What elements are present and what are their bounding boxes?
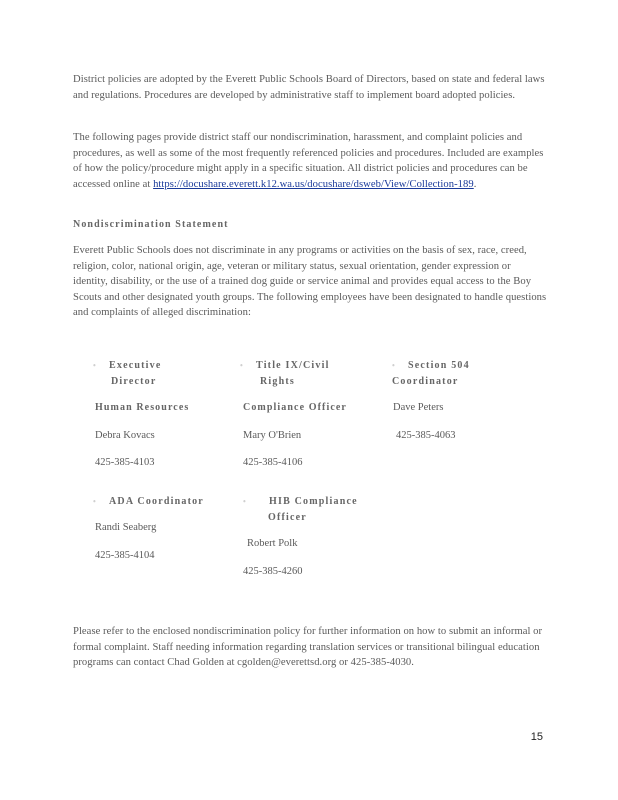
- contact-ada: [93, 494, 204, 510]
- contact-title: ADA Coordinator: [109, 496, 204, 507]
- page-number: 15: [530, 731, 543, 743]
- contact-phone: 425-385-4104: [95, 550, 155, 561]
- bullet-icon: •: [93, 497, 98, 506]
- contact-title-line2: Coordinator: [392, 375, 459, 387]
- contact-title-ix: [240, 358, 330, 389]
- contact-title-line2: Officer: [268, 511, 307, 523]
- contact-dept: Human Resources: [95, 402, 190, 413]
- contact-title: Title IX/Civil: [256, 360, 330, 371]
- contact-phone: 425-385-4063: [396, 430, 456, 441]
- contact-executive-director: [93, 358, 161, 389]
- nondiscrimination-statement: Everett Public Schools does not discriminate in any programs or activities on the basis of sex, race, creed, religion, color, national origin, age, veteran or military status, sexual orientation, gender expression or identity, disability, or the use of a trained dog guide or service animal and provides equal access to the Boy Scouts and other designated youth groups. The following employees have been designated to handle questions and complaints of alleged discrimination:: [73, 245, 547, 319]
- contact-title-line2: Director: [111, 375, 157, 387]
- section-heading: Nondiscrimination Statement: [73, 219, 229, 230]
- contact-section-504: [392, 358, 470, 389]
- closing-paragraph: Please refer to the enclosed nondiscrimination policy for further information on how to submit an informal or formal complaint. Staff needing information regarding translation services or transitional bilingual education programs can contact Chad Golden at cgolden@everettsd.org or 425-385-4030.: [73, 626, 543, 669]
- contact-title: HIB Compliance: [269, 496, 358, 507]
- policies-text-end: .: [473, 178, 477, 190]
- bullet-icon: •: [240, 361, 245, 370]
- contact-phone: 425-385-4106: [243, 457, 303, 468]
- contact-title-line2: Rights: [260, 375, 295, 387]
- contact-name: Debra Kovacs: [95, 430, 155, 441]
- contact-dept: Compliance Officer: [243, 402, 347, 413]
- contact-hib: [243, 494, 358, 525]
- bullet-icon: •: [392, 361, 397, 370]
- contact-name: Dave Peters: [393, 402, 444, 413]
- intro-paragraph: District policies are adopted by the Everett Public Schools Board of Directors, based on state and federal laws and regulations. Procedures are developed by administrative staff to implement board adopted policies.: [73, 74, 545, 101]
- contact-title: Executive: [109, 360, 162, 371]
- docushare-link[interactable]: https://docushare.everett.k12.wa.us/docushare/dsweb/View/Collection-189: [153, 178, 474, 190]
- policies-text: The following pages provide district staff our nondiscrimination, harassment, and complaint policies and procedures, as well as some of the most frequently referenced policies and procedures. Included are examples of how the policy/procedure might apply in a specific situation. All district policies and procedures can be accessed online at: [73, 132, 544, 190]
- bullet-icon: •: [93, 361, 98, 370]
- contact-name: Mary O'Brien: [243, 430, 302, 441]
- contact-name: Robert Polk: [247, 538, 298, 549]
- contact-title: Section 504: [408, 360, 470, 371]
- contact-phone: 425-385-4260: [243, 566, 303, 577]
- contact-name: Randi Seaberg: [95, 522, 157, 533]
- contact-phone: 425-385-4103: [95, 457, 155, 468]
- bullet-icon: •: [243, 497, 248, 506]
- policies-paragraph: [73, 130, 548, 192]
